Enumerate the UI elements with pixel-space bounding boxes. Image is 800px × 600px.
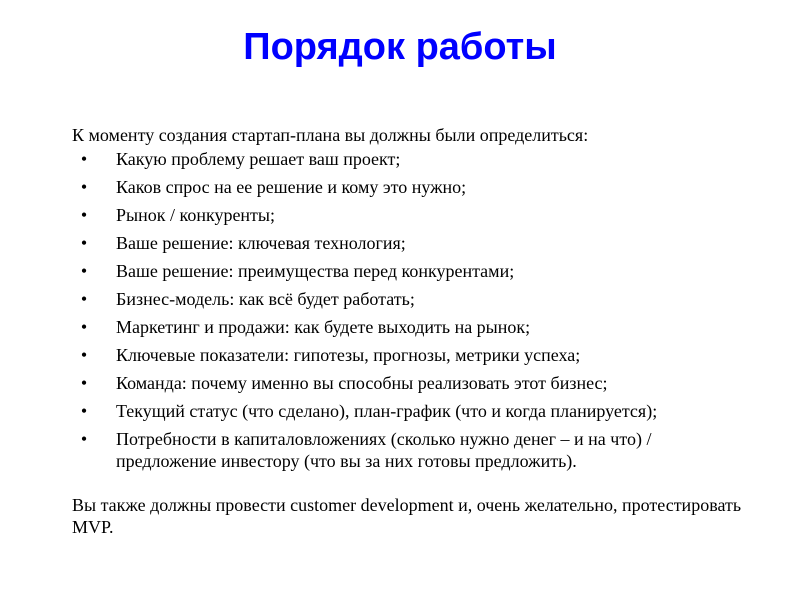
list-item-text: Маркетинг и продажи: как будете выходить на рынок;	[116, 317, 531, 337]
list-item-text: Каков спрос на ее решение и кому это нужно;	[116, 177, 467, 197]
list-item	[72, 288, 752, 310]
list-item-text: Какую проблему решает ваш проект;	[116, 149, 401, 169]
list-item-text: Ключевые показатели: гипотезы, прогнозы, метрики успеха;	[116, 345, 581, 365]
bullet-icon: •	[80, 429, 88, 449]
list-item-text: Рынок / конкуренты;	[116, 205, 276, 225]
list-item-text: Ваше решение: преимущества перед конкурентами;	[116, 261, 515, 281]
bullet-icon: •	[80, 345, 88, 365]
bullet-icon: •	[80, 205, 88, 225]
bullet-icon: •	[80, 289, 88, 309]
list-item-text: Текущий статус (что сделано), план-график (что и когда планируется);	[116, 401, 658, 421]
list-item	[72, 372, 752, 394]
list-item	[72, 428, 752, 472]
list-item	[72, 148, 752, 170]
list-item	[72, 260, 752, 282]
list-item	[72, 204, 752, 226]
list-item	[72, 400, 752, 422]
list-item	[72, 176, 752, 198]
list-item-text: Потребности в капиталовложениях (сколько нужно денег – и на что) / предложение инвестору (что вы за них готовы предложить).	[116, 429, 652, 471]
list-item	[72, 316, 752, 338]
bullet-icon: •	[80, 401, 88, 421]
list-item-text: Бизнес-модель: как всё будет работать;	[116, 289, 415, 309]
bullet-icon: •	[80, 149, 88, 169]
slide-body	[72, 124, 752, 538]
list-item	[72, 344, 752, 366]
intro-text: К моменту создания стартап-плана вы должны были определиться:	[72, 125, 589, 145]
bullet-icon: •	[80, 177, 88, 197]
bullet-icon: •	[80, 261, 88, 281]
requirements-list	[72, 148, 752, 472]
bullet-icon: •	[80, 317, 88, 337]
outro-text: Вы также должны провести customer development и, очень желательно, протестировать MVP.	[72, 495, 742, 537]
bullet-icon: •	[80, 233, 88, 253]
list-item-text: Команда: почему именно вы способны реализовать этот бизнес;	[116, 373, 608, 393]
bullet-icon: •	[80, 373, 88, 393]
list-item-text: Ваше решение: ключевая технология;	[116, 233, 406, 253]
list-item	[72, 232, 752, 254]
slide-title: Порядок работы	[243, 26, 557, 68]
